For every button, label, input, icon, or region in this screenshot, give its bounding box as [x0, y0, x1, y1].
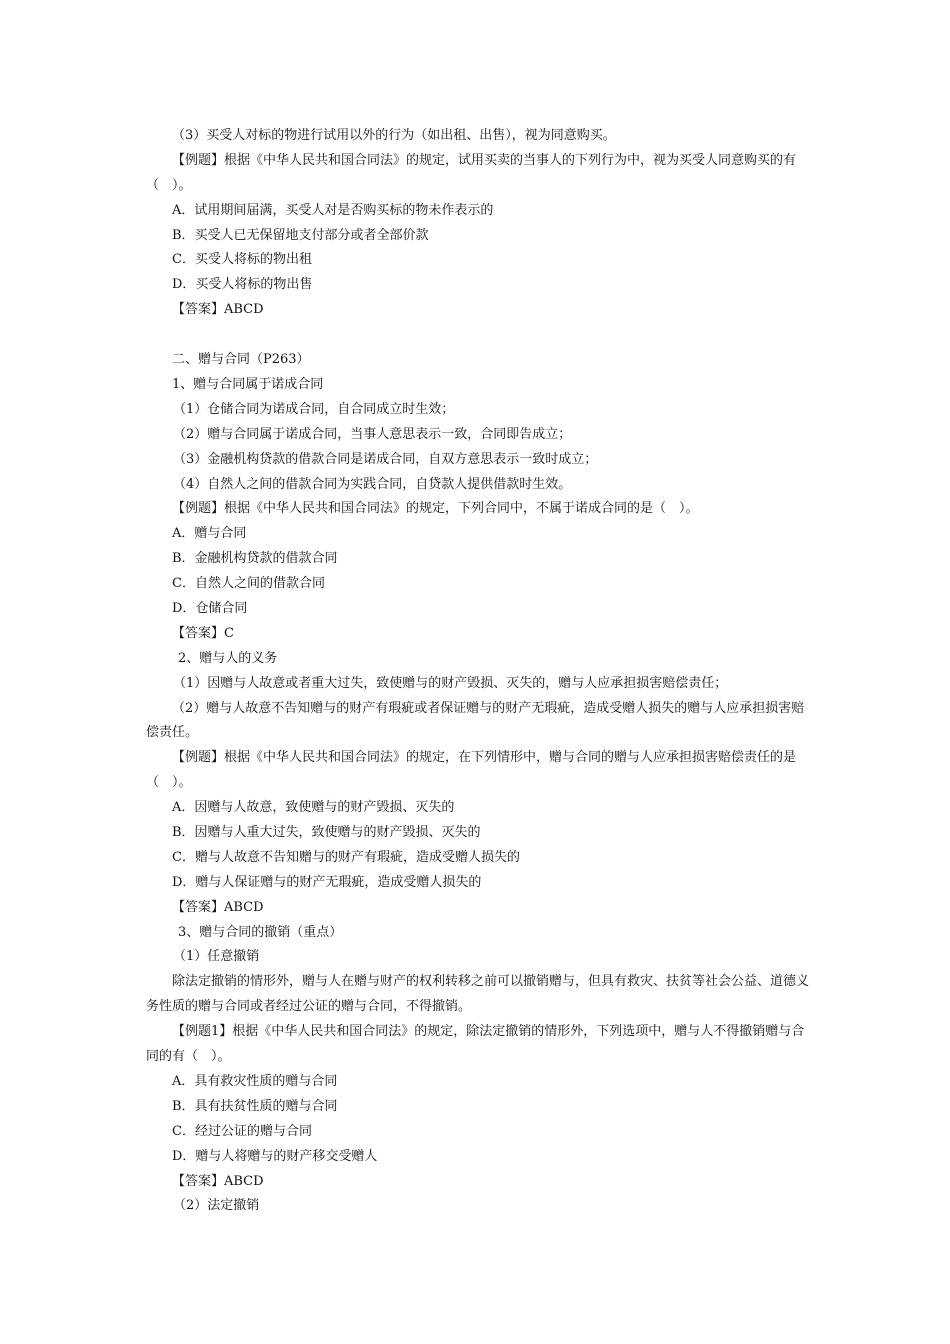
option-c: C．自然人之间的借款合同: [172, 576, 325, 592]
option-d: D．赠与人将赠与的财产移交受赠人: [172, 1148, 378, 1164]
option-b: B．买受人已无保留地支付部分或者全部价款: [172, 227, 429, 243]
option-c: C．买受人将标的物出租: [172, 252, 312, 268]
example-question: 【例题1】根据《中华人民共和国合同法》的规定，除法定撤销的情形外，下列选项中，赠与人不得撤销赠与合同的有（ ）。: [146, 1024, 805, 1065]
option-d: D．赠与人保证赠与的财产无瑕疵，造成受赠人损失的: [172, 874, 482, 890]
example-question: 【例题】根据《中华人民共和国合同法》的规定，下列合同中，不属于诺成合同的是（ ）。: [172, 501, 699, 517]
option-b: B．因赠与人重大过失，致使赠与的财产毁损、灭失的: [172, 825, 481, 841]
paragraph: （1）仓储合同为诺成合同，自合同成立时生效；: [173, 401, 455, 417]
option-b: B．金融机构贷款的借款合同: [172, 551, 338, 567]
answer: 【答案】ABCD: [172, 1173, 264, 1189]
paragraph: （3）金融机构贷款的借款合同是诺成合同，自双方意思表示一致时成立；: [173, 451, 598, 467]
example-question: 【例题】根据《中华人民共和国合同法》的规定，试用买卖的当事人的下列行为中，视为买受人同意购买的有（ ）。: [146, 152, 797, 193]
answer: 【答案】ABCD: [172, 302, 264, 318]
document-page: [146, 124, 810, 1219]
paragraph: （2）赠与人故意不告知赠与的财产有瑕疵或者保证赠与的财产无瑕疵，造成受赠人损失的赠与人应承担损害赔偿责任。: [146, 700, 805, 741]
option-d: D．买受人将标的物出售: [172, 277, 313, 293]
subsection-heading: 3、赠与合同的撤销（重点）: [178, 924, 343, 940]
option-a: A．试用期间届满，买受人对是否购买标的物未作表示的: [172, 202, 494, 218]
option-a: A．因赠与人故意，致使赠与的财产毁损、灭失的: [172, 800, 455, 816]
option-d: D．仓储合同: [172, 600, 248, 616]
subsection-heading: 1、赠与合同属于诺成合同: [172, 376, 324, 392]
option-a: A．具有救灾性质的赠与合同: [172, 1074, 338, 1089]
paragraph: （1）因赠与人故意或者重大过失，致使赠与的财产毁损、灭失的，赠与人应承担损害赔偿责任；: [173, 675, 728, 691]
paragraph: （1）任意撤销: [173, 949, 260, 965]
option-a: A．赠与合同: [172, 526, 247, 542]
paragraph: 除法定撤销的情形外，赠与人在赠与财产的权利转移之前可以撤销赠与，但具有救灾、扶贫等社会公益、道德义务性质的赠与合同或者经过公证的赠与合同，不得撤销。: [146, 974, 810, 1015]
option-c: C．赠与人故意不告知赠与的财产有瑕疵，造成受赠人损失的: [172, 849, 520, 865]
subsection-heading: 2、赠与人的义务: [178, 650, 278, 666]
section-heading: 二、赠与合同（P263）: [172, 352, 310, 368]
spacer: [146, 323, 810, 348]
answer: 【答案】C: [172, 625, 234, 641]
paragraph: （4）自然人之间的借款合同为实践合同，自贷款人提供借款时生效。: [173, 476, 572, 492]
paragraph: （3）买受人对标的物进行试用以外的行为（如出租、出售），视为同意购买。: [172, 128, 616, 143]
option-c: C．经过公证的赠与合同: [172, 1123, 312, 1139]
example-question: 【例题】根据《中华人民共和国合同法》的规定，在下列情形中，赠与合同的赠与人应承担损害赔偿责任的是（ ）。: [146, 750, 797, 791]
paragraph: （2）法定撤销: [173, 1198, 260, 1214]
paragraph: （2）赠与合同属于诺成合同，当事人意思表示一致，合同即告成立；: [173, 426, 572, 442]
option-b: B．具有扶贫性质的赠与合同: [172, 1098, 338, 1114]
answer: 【答案】ABCD: [172, 899, 264, 915]
